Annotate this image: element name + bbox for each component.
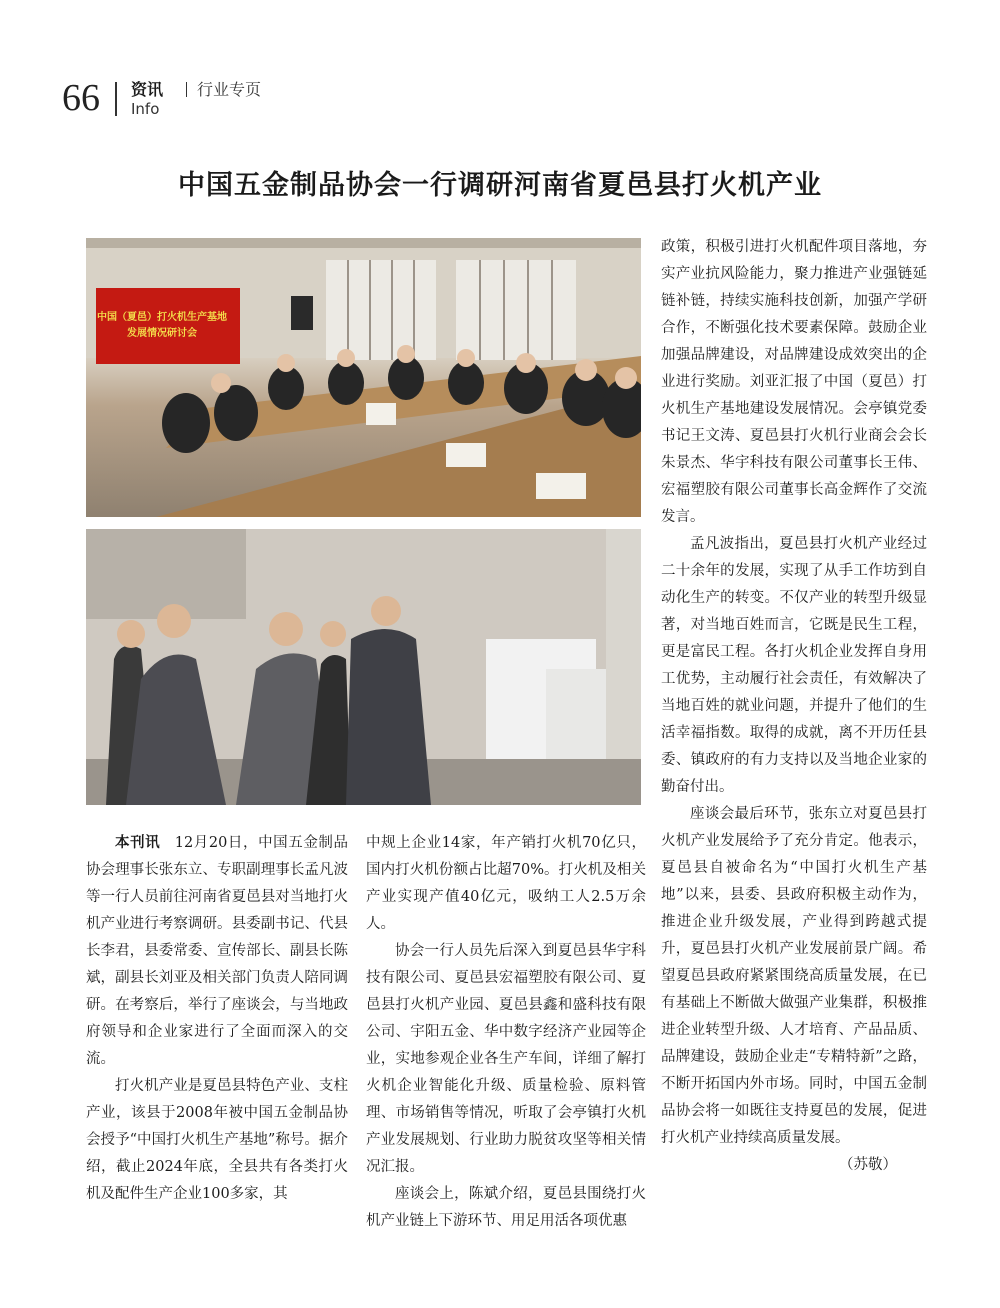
factory-visit-photo: [86, 529, 641, 805]
section-label-en: Info: [131, 100, 160, 118]
page-number: 66: [62, 77, 100, 119]
paragraph: 座谈会上，陈斌介绍，夏邑县围绕打火机产业链上下游环节、用足用活各项优惠: [366, 1186, 646, 1229]
paragraph: 协会一行人员先后深入到夏邑县华宇科技有限公司、夏邑县宏福塑胶有限公司、夏邑县打火机产业园、夏邑县鑫和盛科技有限公司、宇阳五金、华中数字经济产业园等企业，实地参观企业各生产车间，详细了解打火机企业智能化升级、质量检验、原料管理、市场销售等情况，听取了会亭镇打火机产业发展规划、行业助力脱贫攻坚等相关情况汇报。: [366, 943, 646, 1175]
author: （苏敬）: [839, 1157, 897, 1173]
article-column-3: [661, 234, 927, 1179]
screen-text-line2: 发展情况研讨会: [127, 328, 197, 339]
paragraph: [661, 801, 927, 1173]
paragraph: 中规上企业14家，年产销打火机70亿只，国内打火机份额占比超70%。打火机及相关产业实现产值40亿元，吸纳工人2.5万余人。: [366, 835, 646, 932]
meeting-scene-illustration: [86, 238, 641, 517]
paragraph: 政策，积极引进打火机配件项目落地，夯实产业抗风险能力，聚力推进产业强链延链补链，持续实施科技创新，加强产学研合作，不断强化技术要素保障。鼓励企业加强品牌建设，对品牌建设成效突出的企业进行奖励。刘亚汇报了中国（夏邑）打火机生产基地建设发展情况。会亭镇党委书记王文涛、夏邑县打火机行业商会会长朱景杰、华宇科技有限公司董事长王伟、宏福塑胶有限公司董事长高金辉作了交流发言。: [661, 239, 927, 525]
paragraph-text: 12月20日，中国五金制品协会理事长张东立、专职副理事长孟凡波等一行人员前往河南省夏邑县对当地打火机产业进行考察调研。县委副书记、代县长李君，县委常委、宣传部长、副县长陈斌，副县长刘亚及相关部门负责人陪同调研。在考察后，举行了座谈会，与当地政府领导和企业家进行了全面而深入的交流。: [86, 835, 349, 1067]
paragraph-text: 座谈会最后环节，张东立对夏邑县打火机产业发展给予了充分肯定。他表示，夏邑县自被命名为“中国打火机生产基地”以来，县委、县政府积极主动作为，推进企业升级发展，产业得到跨越式提升，夏邑县打火机产业发展前景广阔。希望夏邑县政府紧紧围绕高质量发展，在已有基础上不断做大做强产业集群，积极推进企业转型升级、人才培育、产品品质、品牌建设，鼓励企业走“专精特新”之路，不断开拓国内外市场。同时，中国五金制品协会将一如既往支持夏邑的发展，促进打火机产业持续高质量发展。: [661, 806, 927, 1146]
article-column-2: [366, 830, 646, 1235]
paragraph: [86, 830, 348, 1073]
meeting-photo: [86, 238, 641, 517]
screen-banner-text: [94, 310, 230, 342]
factory-visit-illustration: [86, 529, 641, 805]
byline: 本刊讯: [115, 835, 161, 851]
subsection-label: 行业专页: [186, 77, 261, 100]
screen-text-line1: 中国（夏邑）打火机生产基地: [97, 312, 227, 323]
article-title: 中国五金制品协会一行调研河南省夏邑县打火机产业: [178, 170, 822, 201]
header-divider: [115, 82, 117, 116]
paragraph: 打火机产业是夏邑县特色产业、支柱产业，该县于2008年被中国五金制品协会授予“中国打火机生产基地”称号。据介绍，截止2024年底，全县共有各类打火机及配件生产企业100多家，其: [86, 1078, 348, 1202]
article-column-1: [86, 830, 348, 1208]
paragraph: 孟凡波指出，夏邑县打火机产业经过二十余年的发展，实现了从手工作坊到自动化生产的转变。不仅产业的转型升级显著，对当地百姓而言，它既是民生工程，更是富民工程。各打火机企业发挥自身用工优势，主动履行社会责任，有效解决了当地百姓的就业问题，并提升了他们的生活幸福指数。取得的成就，离不开历任县委、镇政府的有力支持以及当地企业家的勤奋付出。: [661, 536, 927, 795]
section-label: 资讯: [131, 80, 164, 99]
